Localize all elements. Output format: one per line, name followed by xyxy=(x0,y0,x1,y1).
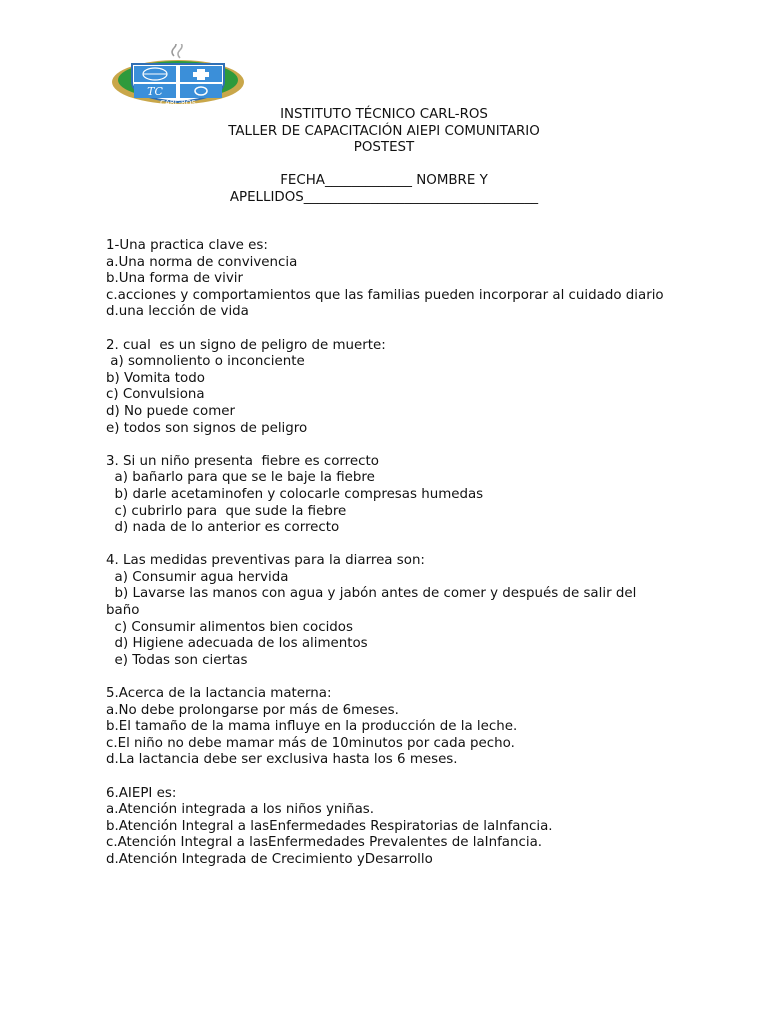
logo-ribbon-text: CARL-ROS xyxy=(160,99,196,106)
answer-option: c.acciones y comportamientos que las familias pueden incorporar al cuidado diario xyxy=(106,287,664,303)
questions-list xyxy=(106,238,666,885)
answer-option: a.No debe prolongarse por más de 6meses. xyxy=(106,702,399,718)
question-text: 6.AIEPI es: xyxy=(106,785,177,801)
answer-option: b.El tamaño de la mama influye en la producción de la leche. xyxy=(106,719,518,735)
answer-option: e) todos son signos de peligro xyxy=(106,420,308,436)
document-header xyxy=(0,107,768,157)
question-text: 5.Acerca de la lactancia materna: xyxy=(106,686,332,702)
answer-option: a) somnoliento o inconciente xyxy=(106,354,305,370)
answer-option: d) No puede comer xyxy=(106,403,236,419)
date-name-line: FECHA_____________ NOMBRE Y xyxy=(280,173,488,188)
answer-option: b) Lavarse las manos con agua y jabón antes de comer y después de salir del baño xyxy=(106,586,641,619)
answer-option: a.Una norma de convivencia xyxy=(106,254,298,270)
logo-emblem xyxy=(108,44,248,106)
answer-option: e) Todas son ciertas xyxy=(106,652,248,668)
surname-line: APELLIDOS___________________________________ xyxy=(229,189,539,205)
answer-option: a) Consumir agua hervida xyxy=(106,569,289,585)
answer-option: d.una lección de vida xyxy=(106,304,249,320)
logo-initials: TC xyxy=(147,85,163,98)
answer-option: c) cubrirlo para que sude la fiebre xyxy=(106,503,347,519)
question-block xyxy=(106,454,666,537)
answer-option: d.La lactancia debe ser exclusiva hasta los 6 meses. xyxy=(106,752,458,768)
answer-option: a.Atención integrada a los niños yniñas. xyxy=(106,802,375,818)
answer-option: c) Convulsiona xyxy=(106,387,205,403)
question-text: 2. cual es un signo de peligro de muerte: xyxy=(106,337,386,353)
answer-option: d.Atención Integrada de Crecimiento yDesarrollo xyxy=(106,851,433,867)
institute-name: INSTITUTO TÉCNICO CARL-ROS xyxy=(280,107,488,122)
workshop-title: TALLER DE CAPACITACIÓN AIEPI COMUNITARIO xyxy=(228,123,540,139)
question-text: 3. Si un niño presenta fiebre es correcto xyxy=(106,453,379,469)
answer-option: b) Vomita todo xyxy=(106,370,205,386)
institute-logo xyxy=(108,44,248,106)
answer-option: b.Una forma de vivir xyxy=(106,271,243,287)
test-type: POSTEST xyxy=(353,140,415,156)
answer-option: c.El niño no debe mamar más de 10minutos por cada pecho. xyxy=(106,735,515,751)
answer-option: c) Consumir alimentos bien cocidos xyxy=(106,619,353,635)
question-block xyxy=(106,238,666,321)
answer-option: c.Atención Integral a lasEnfermedades Prevalentes de laInfancia. xyxy=(106,835,543,851)
student-info-fields xyxy=(0,173,768,206)
question-text: 1-Una practica clave es: xyxy=(106,238,268,253)
question-text: 4. Las medidas preventivas para la diarrea son: xyxy=(106,553,425,569)
answer-option: d) Higiene adecuada de los alimentos xyxy=(106,636,368,652)
answer-option: b) darle acetaminofen y colocarle compresas humedas xyxy=(106,486,484,502)
answer-option: d) nada de lo anterior es correcto xyxy=(106,520,340,536)
answer-option: a) bañarlo para que se le baje la fiebre xyxy=(106,470,375,486)
answer-option: b.Atención Integral a lasEnfermedades Respiratorias de laInfancia. xyxy=(106,818,553,834)
question-block xyxy=(106,786,666,869)
question-block xyxy=(106,553,666,669)
question-block xyxy=(106,686,666,769)
question-block xyxy=(106,338,666,438)
